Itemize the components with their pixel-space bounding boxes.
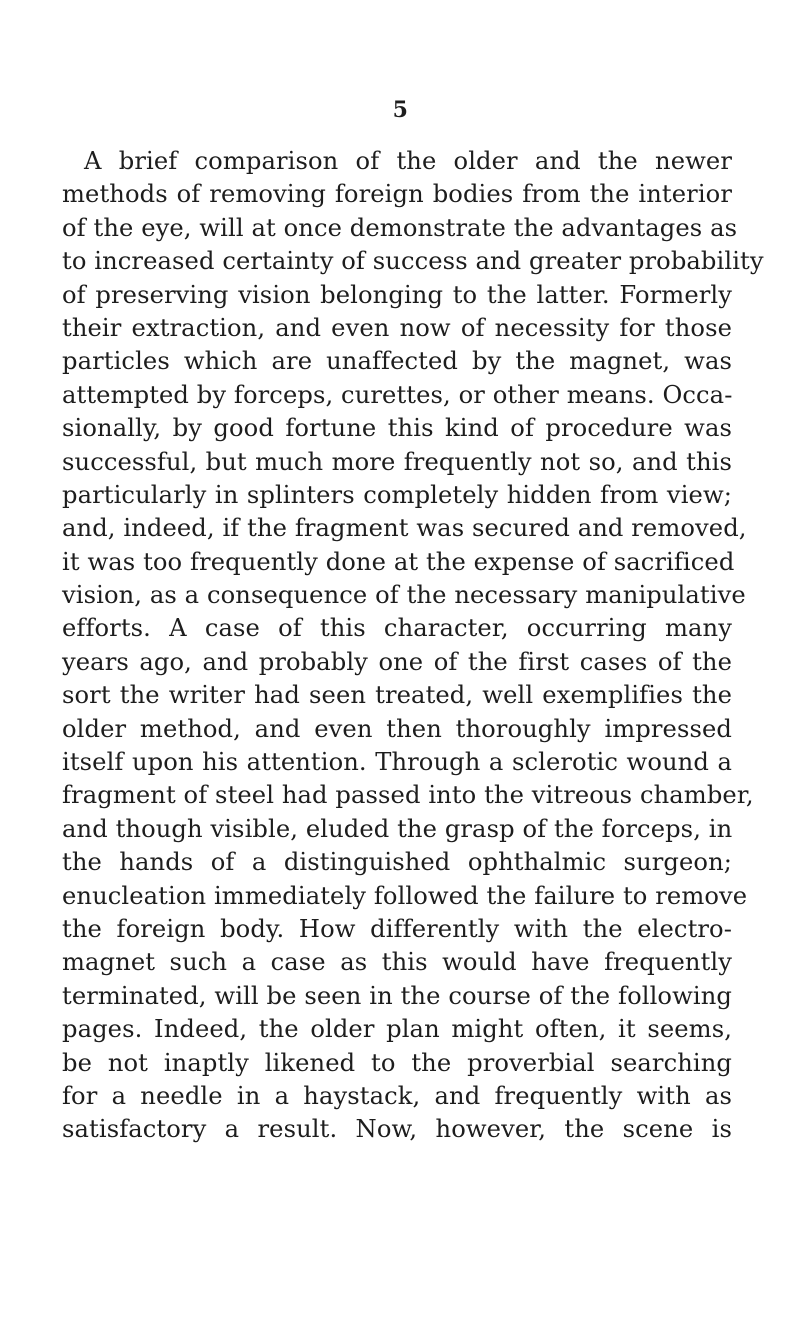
- text-line: the hands of a distinguished ophthalmic surgeon;: [62, 848, 732, 877]
- text-line: enucleation immediately followed the failure to remove: [62, 881, 748, 910]
- text-line: and, indeed, if the fragment was secured and removed,: [62, 514, 747, 543]
- text-line: A brief comparison of the older and the newer: [84, 147, 732, 175]
- text-line: sort the writer had seen treated, well exemplifies the: [62, 681, 732, 710]
- text-line: attempted by forceps, curettes, or other means. Occa-: [62, 380, 733, 409]
- text-line: magnet such a case as this would have frequently: [62, 948, 732, 977]
- text-line: fragment of steel had passed into the vitreous chamber,: [62, 781, 754, 810]
- page-number: 5: [392, 97, 409, 123]
- text-line: be not inaptly likened to the proverbial searching: [62, 1048, 732, 1077]
- text-line: years ago, and probably one of the first cases of the: [62, 647, 732, 676]
- text-line: methods of removing foreign bodies from the interior: [62, 180, 732, 209]
- text-line: their extraction, and even now of necessity for those: [62, 313, 732, 342]
- text-line: to increased certainty of success and greater probability: [62, 247, 764, 276]
- text-line: particles which are unaffected by the magnet, was: [62, 347, 732, 376]
- text-line: satisfactory a result. Now, however, the scene is: [62, 1115, 732, 1144]
- text-line: and though visible, eluded the grasp of the forceps, in: [62, 814, 733, 843]
- text-line: vision, as a consequence of the necessary manipulative: [62, 581, 746, 610]
- body-text: [62, 145, 764, 1147]
- text-line: particularly in splinters completely hidden from view;: [62, 480, 732, 509]
- text-line: the foreign body. How differently with the electro-: [62, 914, 732, 943]
- text-line: of preserving vision belonging to the latter. Formerly: [62, 280, 732, 309]
- text-line: for a needle in a haystack, and frequently with as: [62, 1081, 732, 1110]
- text-line: of the eye, will at once demonstrate the advantages as: [62, 213, 738, 242]
- text-line: efforts. A case of this character, occurring many: [62, 614, 732, 643]
- text-line: itself upon his attention. Through a sclerotic wound a: [62, 748, 732, 777]
- text-line: terminated, will be seen in the course of the following: [62, 981, 732, 1010]
- text-line: pages. Indeed, the older plan might often, it seems,: [62, 1015, 732, 1044]
- text-line: it was too frequently done at the expense of sacrificed: [62, 547, 735, 576]
- text-line: older method, and even then thoroughly impressed: [62, 714, 732, 743]
- text-line: sionally, by good fortune this kind of procedure was: [62, 414, 732, 443]
- text-line: successful, but much more frequently not so, and this: [62, 447, 732, 476]
